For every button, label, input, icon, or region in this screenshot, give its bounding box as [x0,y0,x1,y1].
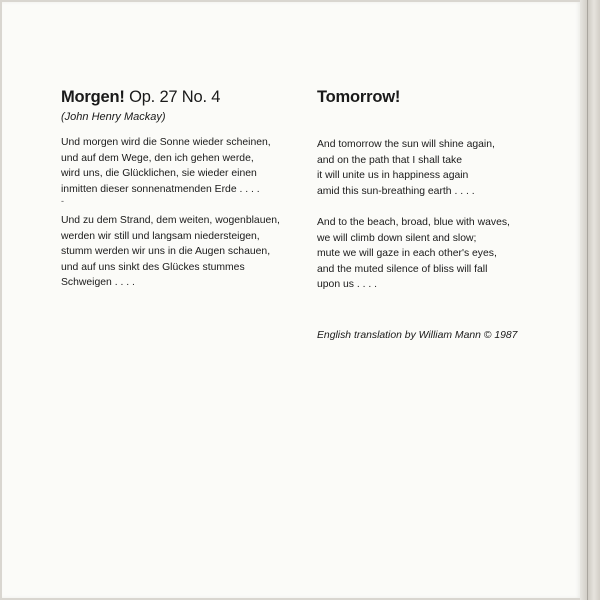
german-stanza-1 [61,135,306,197]
english-stanza-2-line: And to the beach, broad, blue with waves, [317,217,510,228]
german-stanza-2-line: Und zu dem Strand, dem weiten, wogenblauen, [61,215,280,226]
english-stanza-2-line: and the muted silence of bliss will fall [317,263,488,275]
booklet-spine-line [587,0,588,600]
english-column [317,86,562,293]
english-stanza-2-line: we will climb down silent and slow; [317,232,477,244]
english-stanza-1-line: amid this sun-breathing earth . . . . [317,185,475,197]
english-stanza-1-line: it will unite us in happiness again [317,170,469,181]
poet-credit: (John Henry Mackay) [61,111,166,123]
german-stanza-2-line: Schweigen . . . . [61,277,135,288]
booklet-page [2,2,580,598]
german-stanza-2-line: stumm werden wir uns in die Augen schauen, [61,246,271,257]
german-stanza-2 [61,213,306,291]
english-stanza-1-line: And tomorrow the sun will shine again, [317,139,495,150]
german-stanza-1-line: inmitten dieser sonnenatmenden Erde . . . . [61,183,260,195]
german-stanza-2-line: werden wir still und langsam niedersteigen, [61,230,260,242]
english-stanza-2 [317,215,562,293]
german-stanza-2-line: und auf uns sinkt des Glückes stummes [61,261,245,273]
german-title-main: Morgen! [61,88,125,106]
english-title [317,86,562,108]
german-column [61,86,306,291]
english-title-main: Tomorrow! [317,88,401,106]
german-stanza-1-line: Und morgen wird die Sonne wieder scheinen, [61,137,271,148]
translation-credit: English translation by William Mann © 1987 [317,330,518,341]
german-stanza-1-line: wird uns, die Glücklichen, sie wieder einen [61,168,257,179]
stanza-divider-mark: - [61,196,64,206]
english-stanza-2-line: mute we will gaze in each other's eyes, [317,248,497,259]
english-stanza-1 [317,137,562,199]
english-stanza-1-line: and on the path that I shall take [317,154,462,166]
german-title [61,86,306,108]
english-stanza-2-line: upon us . . . . [317,279,378,290]
booklet-spine-edge [580,0,600,600]
german-title-opus: Op. 27 No. 4 [124,88,221,106]
german-stanza-1-line: und auf dem Wege, den ich gehen werde, [61,152,254,164]
